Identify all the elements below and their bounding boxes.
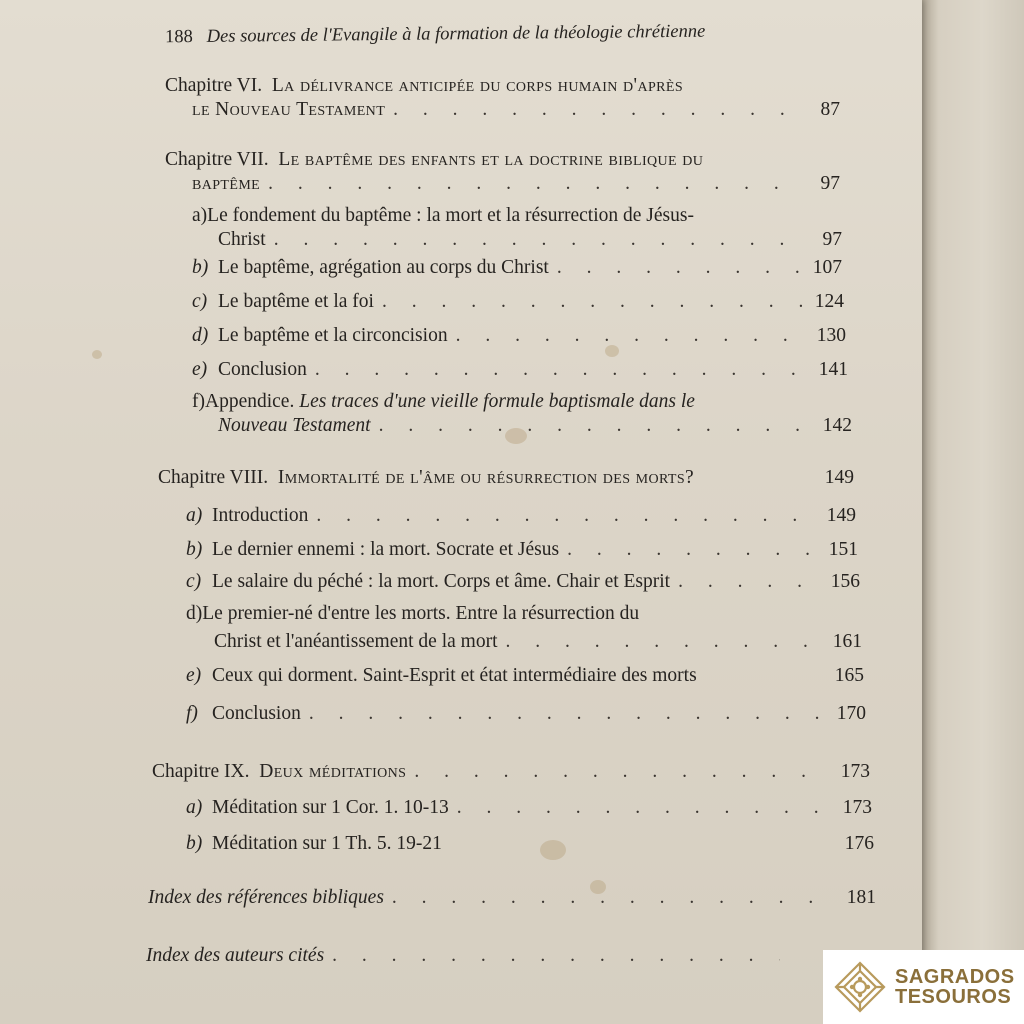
section-letter: f) — [186, 703, 198, 724]
section-letter: d) — [192, 325, 209, 346]
section-letter: e) — [186, 665, 202, 686]
section-title: Méditation sur 1 Cor. 1. 10-13 — [212, 797, 449, 818]
chapter-7-line1 — [165, 148, 703, 172]
running-title: Des sources de l'Evangile à la formation de la théologie chrétienne — [206, 21, 706, 47]
section-letter: c) — [192, 291, 208, 312]
section-letter: b) — [192, 257, 209, 278]
section-title: Le salaire du péché : la mort. Corps et âme. Chair et Esprit — [212, 571, 671, 592]
section-title-cont: Christ — [218, 229, 266, 250]
index-biblical — [148, 886, 876, 910]
leader-dots — [567, 538, 816, 562]
section-page: 173 — [842, 797, 872, 818]
leader-dots — [309, 702, 824, 726]
section-7d — [192, 324, 846, 348]
section-page: 97 — [822, 229, 842, 250]
leader-dots — [393, 98, 798, 122]
chapter-7-line2 — [192, 172, 840, 196]
section-letter: a) — [186, 797, 203, 818]
chapter-6-title: La délivrance anticipée du corps humain d'après — [271, 75, 684, 96]
section-letter: d) — [186, 603, 203, 624]
section-page: 142 — [822, 415, 852, 436]
section-8c — [186, 570, 860, 594]
section-page: 170 — [836, 703, 866, 724]
facing-page — [920, 0, 1024, 1024]
section-8d-line1 — [186, 602, 639, 626]
section-7f-line1 — [192, 390, 695, 414]
section-page: 151 — [828, 539, 858, 560]
brand-line1: SAGRADOS — [895, 966, 1015, 988]
section-title-cont: Nouveau Testament — [218, 415, 371, 436]
section-page: 124 — [814, 291, 844, 312]
chapter-7-title-cont: baptême — [192, 173, 261, 194]
chapter-8-line — [158, 466, 854, 490]
chapter-7-label: Chapitre VII. — [165, 149, 269, 170]
leader-dots — [392, 886, 834, 910]
index-title: Index des auteurs cités — [146, 945, 325, 966]
leader-dots — [316, 504, 814, 528]
section-7a-line2 — [218, 228, 842, 252]
section-title-cont: Christ et l'anéantissement de la mort — [214, 631, 498, 652]
leader-dots — [382, 290, 802, 314]
chapter-7-title: Le baptême des enfants et la doctrine biblique du — [278, 149, 704, 170]
section-8a — [186, 504, 856, 528]
section-letter: a) — [186, 505, 203, 526]
index-title: Index des références bibliques — [148, 887, 384, 908]
section-8e — [186, 664, 864, 688]
section-title: Introduction — [212, 505, 309, 526]
section-title: Ceux qui dorment. Saint-Esprit et état intermédiaire des morts — [212, 665, 697, 686]
section-title: Conclusion — [218, 359, 307, 380]
section-page: 161 — [832, 631, 862, 652]
section-9a — [186, 796, 872, 820]
section-7f-line2 — [218, 414, 852, 438]
section-page: 149 — [826, 505, 856, 526]
section-prefix: Appendice. — [205, 391, 295, 412]
section-7c — [192, 290, 844, 314]
chapter-6-title-cont: le Nouveau Testament — [192, 99, 386, 120]
index-page: 181 — [846, 887, 876, 908]
section-page: 156 — [830, 571, 860, 592]
chapter-8-title: Immortalité de l'âme ou résurrection des morts? — [277, 467, 695, 488]
section-title: Conclusion — [212, 703, 301, 724]
section-8f — [186, 702, 866, 726]
section-8d-line2 — [214, 630, 862, 654]
index-authors — [146, 944, 822, 968]
section-page: 107 — [812, 257, 842, 278]
section-title: Le dernier ennemi : la mort. Socrate et Jésus — [212, 539, 560, 560]
section-letter: b) — [186, 833, 203, 854]
chapter-7-page: 97 — [820, 173, 840, 194]
section-letter: f) — [192, 391, 205, 412]
section-title: Le fondement du baptême : la mort et la résurrection de Jésus- — [207, 205, 694, 226]
brand-name — [895, 967, 1015, 1007]
section-page: 176 — [844, 833, 874, 854]
leader-dots — [457, 796, 830, 820]
chapter-9-page: 173 — [840, 761, 870, 782]
chapter-9-title: Deux méditations — [259, 761, 407, 782]
leader-dots — [332, 944, 780, 968]
section-letter: e) — [192, 359, 208, 380]
ornament-icon — [833, 960, 887, 1014]
section-title: Méditation sur 1 Th. 5. 19-21 — [212, 833, 442, 854]
leader-dots — [379, 414, 810, 438]
chapter-8-label: Chapitre VIII. — [158, 467, 269, 488]
chapter-6-line2 — [192, 98, 840, 122]
section-title: Le baptême et la circoncision — [218, 325, 448, 346]
section-letter: c) — [186, 571, 202, 592]
leader-dots — [678, 570, 818, 594]
section-page: 130 — [816, 325, 846, 346]
section-7e — [192, 358, 848, 382]
section-8b — [186, 538, 858, 562]
chapter-8-page: 149 — [824, 467, 854, 488]
leader-dots — [268, 172, 798, 196]
section-title: Le premier-né d'entre les morts. Entre la résurrection du — [202, 603, 640, 624]
leader-dots — [414, 760, 828, 784]
leader-dots — [274, 228, 800, 252]
section-letter: a) — [192, 205, 208, 226]
section-page: 141 — [818, 359, 848, 380]
leader-dots — [505, 630, 820, 654]
section-page: 165 — [834, 665, 864, 686]
chapter-6-label: Chapitre VI. — [165, 75, 263, 96]
chapter-9-line — [152, 760, 870, 784]
section-7a-line1 — [192, 204, 694, 228]
chapter-6-line1 — [165, 74, 683, 98]
sagrados-tesouros-watermark — [823, 950, 1024, 1024]
section-9b — [186, 832, 874, 856]
leader-dots — [456, 324, 804, 348]
leader-dots — [557, 256, 800, 280]
section-letter: b) — [186, 539, 203, 560]
chapter-9-label: Chapitre IX. — [152, 761, 250, 782]
brand-line2: TESOUROS — [895, 986, 1012, 1008]
section-7b — [192, 256, 842, 280]
section-title: Les traces d'une vieille formule baptismale dans le — [299, 391, 695, 412]
leader-dots — [315, 358, 806, 382]
page-number: 188 — [164, 27, 193, 48]
section-title: Le baptême, agrégation au corps du Christ — [218, 257, 549, 278]
chapter-6-page: 87 — [820, 99, 840, 120]
section-title: Le baptême et la foi — [218, 291, 374, 312]
